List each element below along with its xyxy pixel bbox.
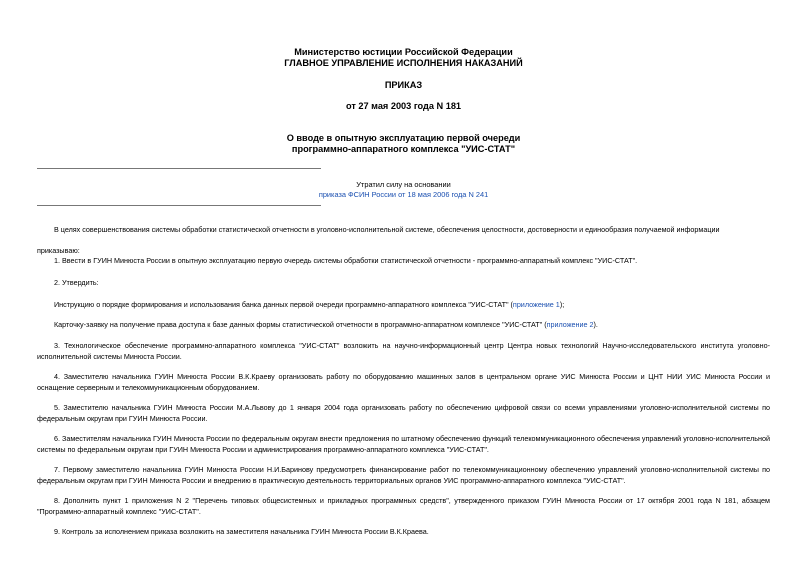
appendix-1-link[interactable]: приложение 1 xyxy=(512,300,560,309)
item-3-line2: исполнительной системы Минюста России. xyxy=(37,352,182,361)
item-8 xyxy=(37,495,770,517)
item-7-line2: федеральным округам при ГУИН Минюста России и внедрению в практическую деятельность территориальных органов УИС программно-аппаратного комплекса "УИС-СТАТ". xyxy=(37,476,626,485)
item-1: 1. Ввести в ГУИН Минюста России в опытную эксплуатацию первую очередь системы обработки статистической отчетности - программно-аппаратный комплекс "УИС-СТАТ". xyxy=(54,256,638,265)
item-2a xyxy=(54,299,564,310)
doc-date-number: от 27 мая 2003 года N 181 xyxy=(345,101,462,111)
item-2: 2. Утвердить: xyxy=(54,278,99,287)
item-4-line2: оснащение серверным и телекоммуникационным оборудованием. xyxy=(37,383,260,392)
item-6-line2: системы по федеральным округам при ГУИН Минюста России и администрирования программно-аппаратного комплекса "УИС-СТАТ". xyxy=(37,445,489,454)
item-9: 9. Контроль за исполнением приказа возложить на заместителя начальника ГУИН Минюста России В.К.Краева. xyxy=(54,527,429,536)
item-8-line2: "Программно-аппаратный комплекс "УИС-СТАТ". xyxy=(37,507,201,516)
separator-top xyxy=(37,168,321,169)
item-2a-text: Инструкцию о порядке формирования и использования банка данных первой очереди программно-аппаратного комплекса "УИС-СТАТ" ( xyxy=(54,300,513,309)
item-4 xyxy=(37,371,770,393)
separator-bottom xyxy=(37,205,321,206)
item-6-line1: 6. Заместителям начальника ГУИН Минюста России по федеральным округам внести предложения по штатному обеспечению функций телекоммуникационного обеспечения управлений уголовно-исполнительной xyxy=(54,434,770,443)
doc-title-line2: программно-аппаратного комплекса "УИС-СТАТ" xyxy=(291,144,516,154)
item-2b-end: ). xyxy=(593,320,598,329)
item-2b-text: Карточку-заявку на получение права доступа к базе данных формы статистической отчетности в программно-аппаратном комплексе "УИС-СТАТ" ( xyxy=(54,320,547,329)
item-6 xyxy=(37,433,770,455)
item-2a-end: ); xyxy=(559,300,565,309)
repeal-note: Утратил силу на основании xyxy=(356,180,451,189)
item-5-line2: федеральным округам при ГУИН Минюста России. xyxy=(37,414,208,423)
ministry-heading: Министерство юстиции Российской Федерации xyxy=(294,47,513,57)
repeal-link[interactable]: приказа ФСИН России от 18 мая 2006 года N 241 xyxy=(318,190,489,199)
item-5 xyxy=(37,402,770,424)
doc-title-line1: О вводе в опытную эксплуатацию первой очереди xyxy=(286,133,521,143)
item-7 xyxy=(37,464,770,486)
item-2b xyxy=(54,319,598,330)
order-word: приказываю: xyxy=(37,246,80,255)
item-5-line1: 5. Заместителю начальника ГУИН Минюста России М.А.Львову до 1 января 2004 года организовать работу по обеспечению цифровой связи со всеми управлениями уголовно-исполнительной системы по xyxy=(54,403,770,412)
item-8-line1: 8. Дополнить пункт 1 приложения N 2 "Перечень типовых общесистемных и прикладных программных средств", утвержденного приказом ГУИН Минюста России от 17 октября 2001 года N 181, абзацем xyxy=(54,496,770,505)
preamble: В целях совершенствования системы обработки статистической отчетности в уголовно-исполнительной системе, обеспечения целостности, достоверности и единообразия получаемой информации xyxy=(54,225,720,234)
item-4-line1: 4. Заместителю начальника ГУИН Минюста России В.К.Краеву организовать работу по оборудованию машинных залов в центральном органе УИС Минюста России и ЦНТ НИИ УИС Минюста России и xyxy=(54,372,770,381)
appendix-2-link[interactable]: приложение 2 xyxy=(546,320,594,329)
department-heading: ГЛАВНОЕ УПРАВЛЕНИЕ ИСПОЛНЕНИЯ НАКАЗАНИЙ xyxy=(284,58,523,68)
item-3 xyxy=(37,340,770,362)
doc-type-heading: ПРИКАЗ xyxy=(384,80,423,90)
item-7-line1: 7. Первому заместителю начальника ГУИН Минюста России Н.И.Баринову предусмотреть финансирование работ по телекоммуникационному обеспечению управлений уголовно-исполнительной системы по xyxy=(54,465,770,474)
item-3-line1: 3. Технологическое обеспечение программно-аппаратного комплекса "УИС-СТАТ" возложить на научно-информационный центр Центра новых технологий Научно-исследовательского института уголовно- xyxy=(54,341,770,350)
